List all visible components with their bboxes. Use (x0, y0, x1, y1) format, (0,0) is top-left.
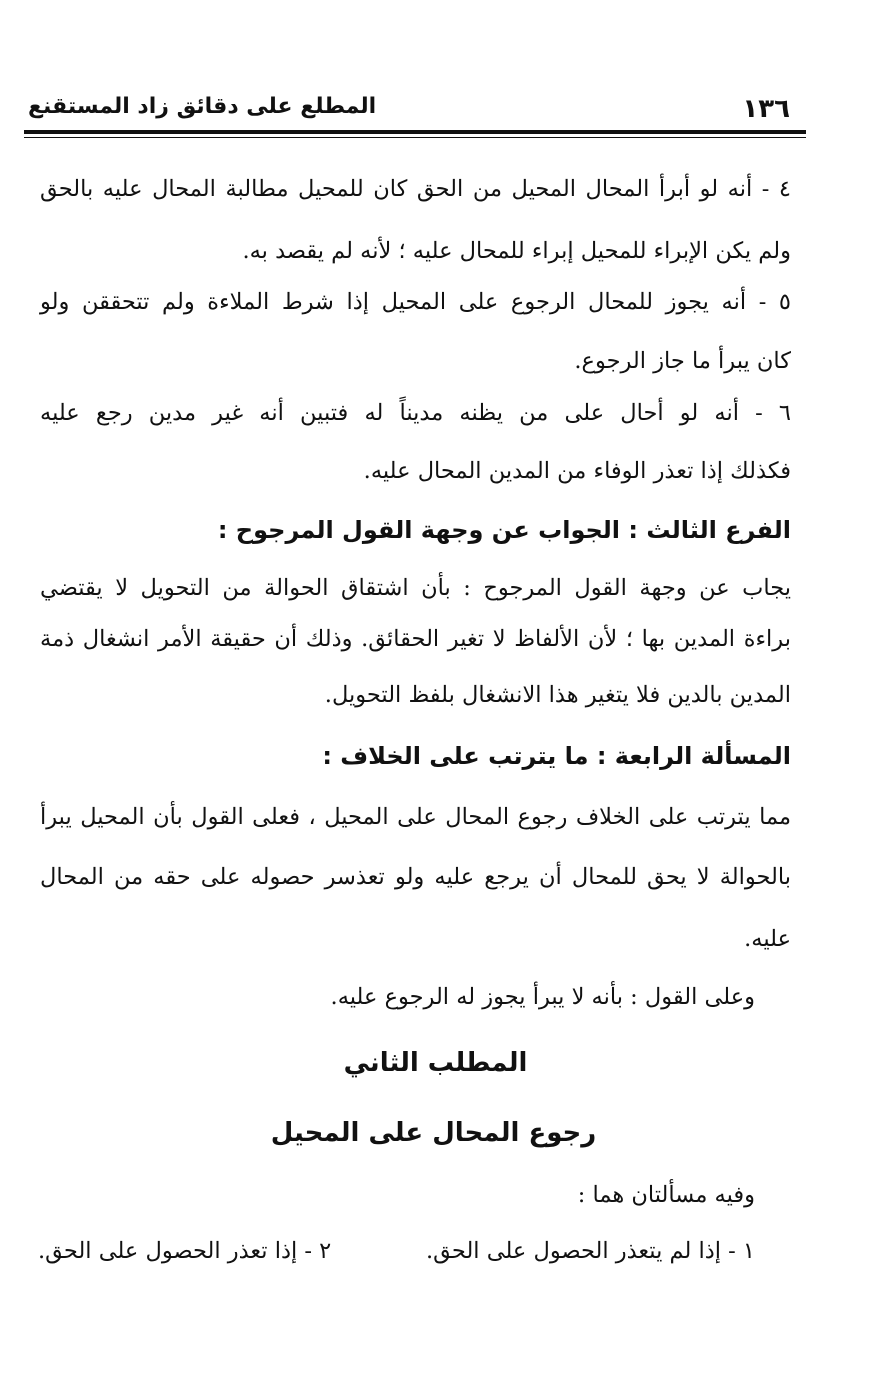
body-line: وعلى القول : بأنه لا يبرأ يجوز له الرجوع عليه. (330, 984, 755, 1010)
section-title: المطلب الثاني (343, 1048, 528, 1078)
page-number: ١٣٦ (742, 94, 790, 124)
body-line: فكذلك إذا تعذر الوفاء من المدين المحال عليه. (363, 458, 791, 484)
body-line: بالحوالة لا يحق للمحال أن يرجع عليه ولو تعذسر حصوله على حقه من المحال (40, 864, 791, 890)
body-line: مما يترتب على الخلاف رجوع المحال على المحيل ، فعلى القول بأن المحيل يبرأ (40, 804, 791, 830)
header-rule-thin (24, 137, 806, 138)
intro-line: وفيه مسألتان هما : (577, 1182, 755, 1208)
header-rule (24, 130, 806, 134)
branch-heading: الفرع الثالث : الجواب عن وجهة القول المرجوح : (217, 516, 791, 544)
body-line: يجاب عن وجهة القول المرجوح : بأن اشتقاق الحوالة من التحويل لا يقتضي (40, 575, 791, 601)
list-item-2: ٢ - إذا تعذر الحصول على الحق. (38, 1238, 332, 1264)
book-title: المطلع على دقائق زاد المستقنع (28, 94, 377, 119)
section-subtitle: رجوع المحال على المحيل (270, 1118, 597, 1148)
body-line: براءة المدين بها ؛ لأن الألفاظ لا تغير الحقائق. وذلك أن حقيقة الأمر انشغال ذمة (40, 626, 791, 652)
body-line: ٥ - أنه يجوز للمحال الرجوع على المحيل إذا شرط الملاءة ولم تتحققن ولو (40, 289, 791, 315)
body-line: ٤ - أنه لو أبرأ المحال المحيل من الحق كان للمحيل مطالبة المحال عليه بالحق (40, 176, 791, 202)
body-line: ولم يكن الإبراء للمحيل إبراء للمحال عليه ؛ لأنه لم يقصد به. (242, 238, 791, 264)
body-line: المدين بالدين فلا يتغير هذا الانشغال بلفظ التحويل. (324, 682, 791, 708)
body-line: ٦ - أنه لو أحال على من يظنه مديناً له فتبين أنه غير مدين رجع عليه (40, 400, 791, 426)
body-line: كان يبرأ ما جاز الرجوع. (574, 348, 791, 374)
list-item-1: ١ - إذا لم يتعذر الحصول على الحق. (426, 1238, 755, 1264)
body-line: عليه. (744, 926, 791, 952)
running-header (28, 88, 798, 128)
issue-heading: المسألة الرابعة : ما يترتب على الخلاف : (322, 742, 791, 770)
